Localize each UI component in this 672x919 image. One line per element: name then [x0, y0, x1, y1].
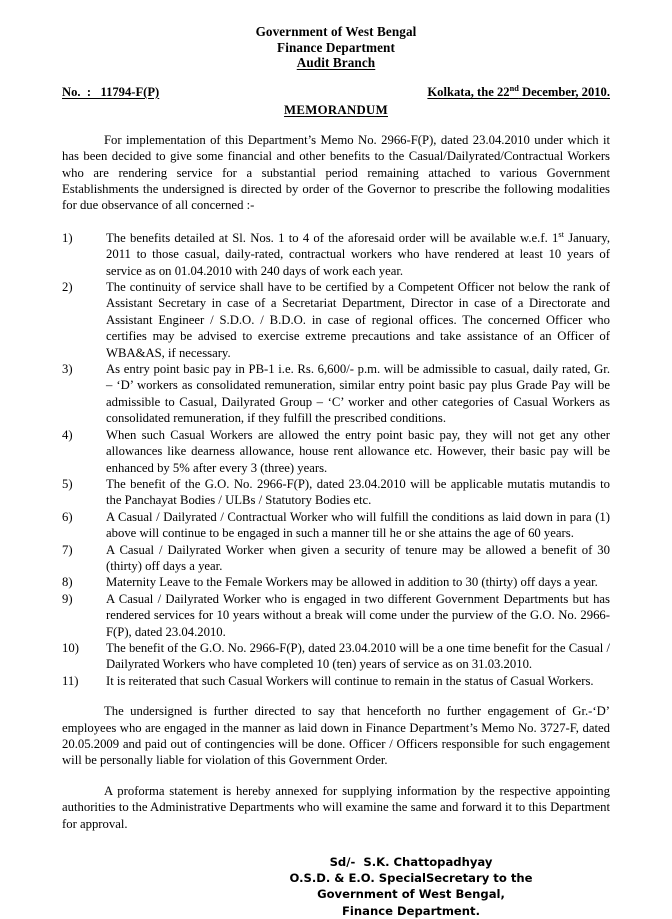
clause-text-after: January, 2011 to those casual, daily-rated, contractual workers who have rendered at least 10 years of service as on 01.04.2010 with 240 days of work each year.: [106, 230, 610, 278]
clause-number: 10): [62, 640, 79, 655]
clause-item: [62, 230, 610, 279]
signature-designation: O.S.D. & E.O. SpecialSecretary to the: [289, 871, 533, 886]
clause-text: When such Casual Workers are allowed the entry point basic pay, they will not get any other allowances like dearness allowance, house rent allowance etc. However, their basic pay will be enhanced by 5% after every 3 (three) years.: [106, 427, 610, 475]
clause-text: As entry point basic pay in PB-1 i.e. Rs. 6,600/- p.m. will be admissible to casual, daily rated, Gr. – ‘D’ workers as consolidated remuneration, similar entry point basic pay plus Grade Pay will be admissible to Casual, Dailyrated Group – ‘C’ worker and other categories of Casual Workers as consolidated remuneration, if they fulfill the prescribed conditions.: [106, 362, 610, 426]
clause-number: 6): [62, 509, 73, 524]
memo-number: No. : 11794-F(P): [62, 84, 160, 99]
clause-text: The continuity of service shall have to be certified by a Competent Officer not below the rank of Assistant Secretary in case of a Secretariat Department, Director in case of a Directorate and Assistant Engineer / S.D.O. / B.D.O. in case of regional offices. The concerned Officer who certifies may be advised to exercise extreme precautions and take assistance of an Officer of WBA&AS, if necessary.: [106, 280, 610, 360]
clause-item: [62, 640, 610, 673]
clause-item: [62, 673, 610, 689]
clause-text-before: The benefits detailed at Sl. Nos. 1 to 4 of the aforesaid order will be available w.e.f. 1: [106, 230, 559, 245]
clause-number: 1): [62, 230, 73, 245]
clause-item: [62, 574, 610, 590]
clause-item: [62, 591, 610, 640]
clause-item: [62, 279, 610, 361]
clause-text: The benefit of the G.O. No. 2966-F(P), dated 23.04.2010 will be a one time benefit for the Casual / Dailyrated Workers who have completed 10 (ten) years of service as on 31.03.2010.: [106, 640, 610, 672]
clause-number: 9): [62, 591, 73, 606]
clause-text: It is reiterated that such Casual Workers will continue to remain in the status of Casual Workers.: [106, 673, 594, 688]
clause-item: [62, 361, 610, 427]
clause-number: 5): [62, 476, 73, 491]
clause-item: [62, 476, 610, 509]
clause-number: 7): [62, 542, 73, 557]
signature-department: Finance Department.: [341, 903, 480, 918]
clause-text: Maternity Leave to the Female Workers may be allowed in addition to 30 (thirty) off days a year.: [106, 575, 598, 590]
clause-number: 3): [62, 362, 73, 377]
signature-name: Sd/- S.K. Chattopadhyay: [329, 855, 493, 870]
clause-item: [62, 509, 610, 542]
letterhead: [62, 24, 610, 71]
clause-number: 11): [62, 673, 79, 688]
clause-item: [62, 542, 610, 575]
clause-text: A Casual / Dailyrated Worker when given a security of tenure may be allowed a benefit of 30 (thirty) off days a year.: [106, 542, 610, 573]
clause-number: 8): [62, 575, 73, 590]
letterhead-line-department: Finance Department: [277, 39, 395, 55]
signature-government: Government of West Bengal,: [317, 887, 505, 902]
place-date-prefix: Kolkata, the 22: [427, 84, 510, 99]
clause-text: A Casual / Dailyrated Worker who is engaged in two different Government Departments but has rendered services for 10 years without a break will come under the purview of the G.O. No. 2966-F(P), dated 23.04.2010.: [106, 591, 610, 639]
closing-paragraph-two: A proforma statement is hereby annexed for supplying information by the respective appointing authorities to the Administrative Departments who will examine the same and forward it to this Department for approval.: [62, 783, 610, 831]
clause-text: [106, 230, 610, 279]
clause-number: 2): [62, 280, 73, 295]
letterhead-line-branch: Audit Branch: [296, 55, 376, 71]
letterhead-line-government: Government of West Bengal: [255, 24, 417, 39]
memorandum-heading-text: MEMORANDUM: [284, 102, 388, 117]
signature-block: [62, 854, 610, 919]
place-date-suffix: December, 2010.: [518, 84, 610, 99]
intro-paragraph: For implementation of this Department’s Memo No. 2966-F(P), dated 23.04.2010 under which it has been decided to give some financial and other benefits to the Casual/Dailyrated/Contractual Workers who are rendering service for a substantial period remaining attached to various Government Establishments the undersigned is directed by order of the Governor to prescribe the following modalities for due observance of all concerned :-: [62, 132, 610, 213]
closing-paragraph-one: The undersigned is further directed to say that henceforth no further engagement of Gr.-‘D’ employees who are engaged in the manner as laid down in Finance Department’s Memo No. 3727-F, dated 20.05.2009 and paid out of contingencies will be done. Officer / Officers responsible for such engagement will be personally liable for violation of this Government Order.: [62, 704, 610, 768]
memorandum-heading: [62, 103, 610, 118]
clause-number: 4): [62, 427, 73, 442]
clause-item: [62, 427, 610, 476]
clause-text: The benefit of the G.O. No. 2966-F(P), dated 23.04.2010 will be applicable mutatis mutandis to the Panchayat Bodies / ULBs / Statutory Bodies etc.: [106, 476, 610, 508]
place-and-date: [427, 85, 610, 100]
reference-row: [62, 85, 610, 102]
date-ordinal-suffix: nd: [509, 83, 519, 93]
clause-superscript: st: [558, 229, 564, 239]
clause-text: A Casual / Dailyrated / Contractual Worker who will fulfill the conditions as laid down in para (1) above will continue to be engaged in such a manner till he or she attains the age of 60 years.: [106, 509, 610, 541]
clause-list: [62, 230, 610, 689]
